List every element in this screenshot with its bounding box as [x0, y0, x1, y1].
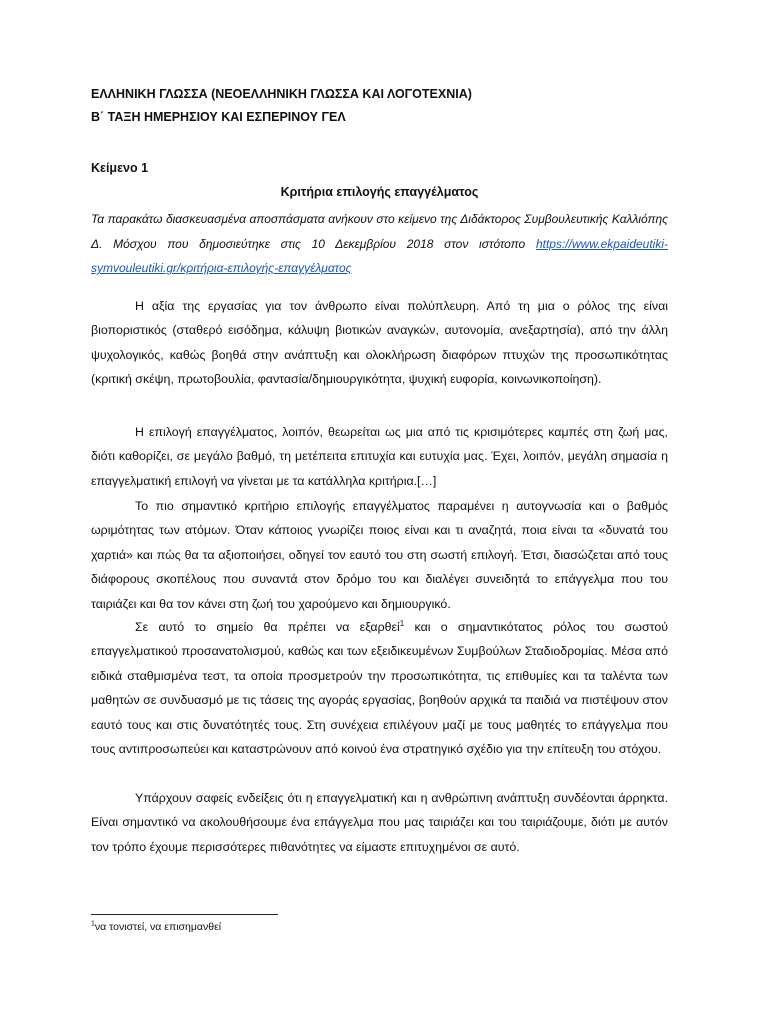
footnote [91, 921, 221, 933]
source-link[interactable]: https://www.ekpaideutiki-symvouleutiki.gr/κριτήρια-επιλογής-επαγγέλματος [91, 236, 668, 275]
paragraph-1: Η αξία της εργασίας για τον άνθρωπο είναι πολύπλευρη. Από τη μια ο ρόλος της είναι βιοποριστικός (σταθερό εισόδημα, κάλυψη βιοτικών αναγκών, αυτονομία, ανεξαρτησία), από την άλλη ψυχολογικός, καθώς βοηθά στην ανάπτυξη και ολοκλήρωση διαφόρων πτυχών της προσωπικότητας (κριτική σκέψη, πρωτοβουλία, φαντασία/δημιουργικότητα, ψυχική ευφορία, κοινωνικοποίηση). [91, 299, 668, 387]
footnote-text: να τονιστεί, να επισημανθεί [94, 921, 222, 933]
paragraph-3: Το πιο σημαντικό κριτήριο επιλογής επαγγέλματος παραμένει η αυτογνωσία και ο βαθμός ωριμότητας των ατόμων. Όταν κάποιος γνωρίζει ποιος είναι και τι αναζητά, ποια είναι τα «δυνατά του χαρτιά» και πώς θα τα αξιοποιήσει, οδηγεί τον εαυτό του στη σωστή επιλογή. Έτσι, διασώζεται από τους διάφορους σκοπέλους που συναντά στον δρόμο του και διαλέγει συνειδητά το επάγγελμα που του ταιριάζει και θα τον κάνει στη ζωή του χαρούμενο και δημιουργικό. [91, 499, 668, 611]
footnote-mark: 1 [91, 920, 95, 928]
subject-heading: ΕΛΛΗΝΙΚΗ ΓΛΩΣΣΑ (ΝΕΟΕΛΛΗΝΙΚΗ ΓΛΩΣΣΑ ΚΑΙ ΛΟΓΟΤΕΧΝΙΑ) [91, 87, 472, 101]
text-label: Κείμενο 1 [91, 161, 149, 175]
paragraph-4-rest: και ο σημαντικότατος ρόλος του σωστού επαγγελματικού προσανατολισμού, καθώς και των εξειδικευμένων Συμβούλων Σταδιοδρομίας. Μέσα από ειδικά σταθμισμένα τεστ, τα οποία προσμετρούν την προσωπικότητα, τις επιθυμίες και τα ταλέντα των μαθητών σε συνδυασμό με τις τάσεις της αγοράς εργασίας, βοηθούν αρχικά τα παιδιά να πιστέψουν στον εαυτό τους και στις δυνατότητές τους. Στη συνέχεια επιλέγουν μαζί με τους μαθητές το επάγγελμα που τους αντιπροσωπεύει και καταστρώνουν από κοινού ένα στρατηγικό σχέδιο για την επίτευξη του στόχου. [91, 620, 668, 757]
source-note [91, 207, 668, 281]
paragraph-4-start: Σε αυτό το σημείο θα πρέπει να εξαρθεί [135, 620, 400, 634]
class-heading: Β΄ ΤΑΞΗ ΗΜΕΡΗΣΙΟΥ ΚΑΙ ΕΣΠΕΡΙΝΟΥ ΓΕΛ [91, 110, 346, 124]
footnote-reference: 1 [399, 618, 405, 628]
source-note-text: Τα παρακάτω διασκευασμένα αποσπάσματα ανήκουν στο κείμενο της Διδάκτορος Συμβουλευτικής Καλλιόπης Δ. Μόσχου που δημοσιεύτηκε στις 10 Δεκεμβρίου 2018 στον ιστότοπο [91, 212, 668, 251]
paragraph-2: Η επιλογή επαγγέλματος, λοιπόν, θεωρείται ως μια από τις κρισιμότερες καμπές στη ζωή μας, διότι καθορίζει, σε μεγάλο βαθμό, τη μετέπειτα επιτυχία και ευτυχία μας. Έχει, λοιπόν, μεγάλη σημασία η επαγγελματική επιλογή να γίνεται με τα κατάλληλα κριτήρια.[…] [91, 425, 668, 488]
footnote-divider [91, 914, 278, 915]
paragraph-5: Υπάρχουν σαφείς ενδείξεις ότι η επαγγελματική και η ανθρώπινη ανάπτυξη συνδέονται άρρηκτα. Είναι σημαντικό να ακολουθήσουμε ένα επάγγελμα που μας ταιριάζει και του ταιριάζουμε, διότι με αυτόν τον τρόπο έχουμε περισσότερες πιθανότητες να είμαστε επιτυχημένοι σε αυτό. [91, 791, 668, 854]
text-title: Κριτήρια επιλογής επαγγέλματος [280, 185, 479, 199]
paragraph-4 [91, 615, 668, 761]
